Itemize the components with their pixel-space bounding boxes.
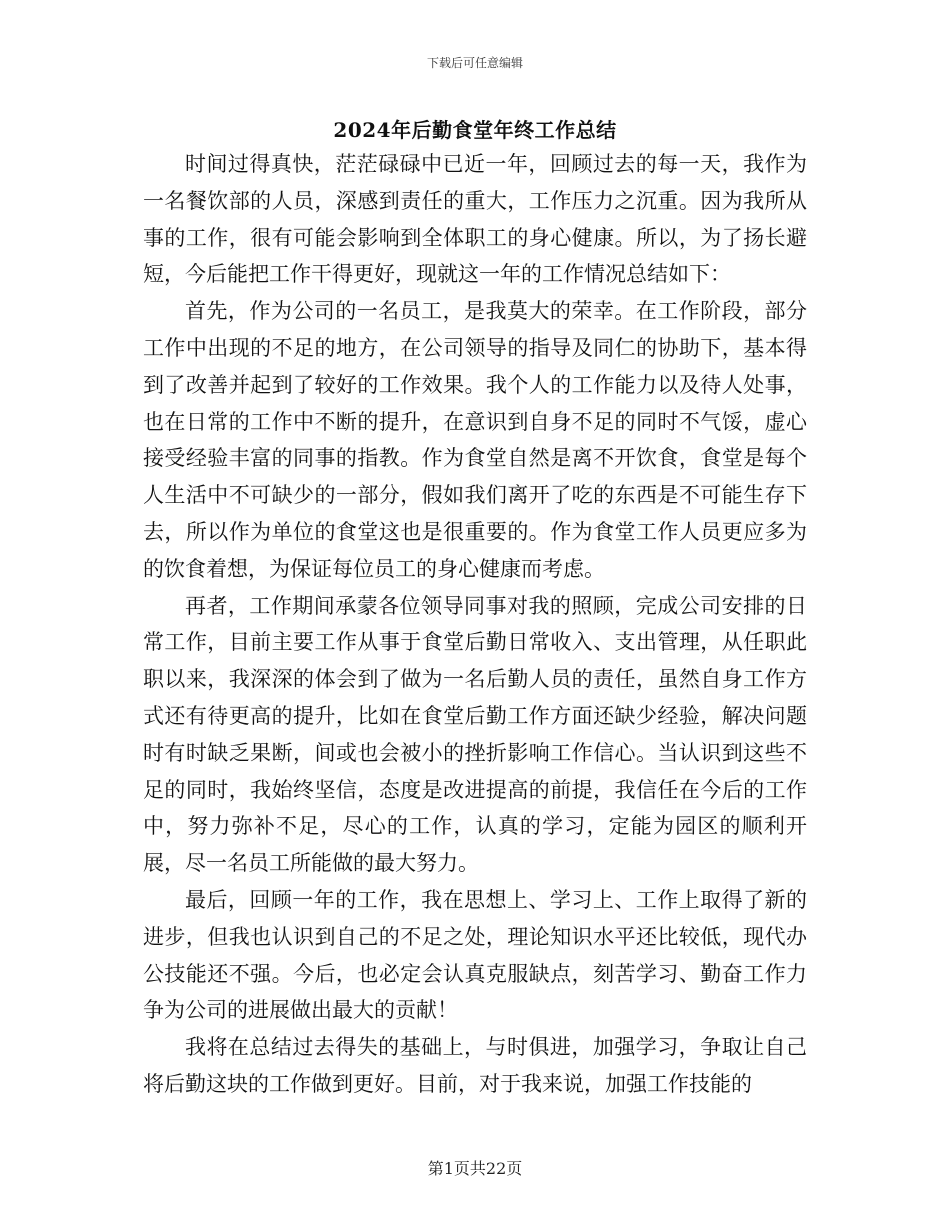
document-body	[143, 146, 807, 1103]
paragraph-first: 首先，作为公司的一名员工，是我莫大的荣幸。在工作阶段，部分工作中出现的不足的地方，在公司领导的指导及同仁的协助下，基本得到了改善并起到了较好的工作效果。我个人的工作能力以及待人处事，也在日常的工作中不断的提升，在意识到自身不足的同时不气馁，虚心接受经验丰富的同事的指教。作为食堂自然是离不开饮食，食堂是每个人生活中不可缺少的一部分，假如我们离开了吃的东西是不可能生存下去，所以作为单位的食堂这也是很重要的。作为食堂工作人员更应多为的饮食着想，为保证每位员工的身心健康而考虑。	[143, 299, 807, 581]
paragraph-last: 最后，回顾一年的工作，我在思想上、学习上、工作上取得了新的进步，但我也认识到自己的不足之处，理论知识水平还比较低，现代办公技能还不强。今后，也必定会认真克服缺点，刻苦学习、勤奋工作力争为公司的进展做出最大的贡献！	[143, 887, 807, 1023]
paragraph-intro: 时间过得真快，茫茫碌碌中已近一年，回顾过去的每一天，我作为一名餐饮部的人员，深感到责任的重大，工作压力之沉重。因为我所从事的工作，很有可能会影响到全体职工的身心健康。所以，为了扬长避短，今后能把工作干得更好，现就这一年的工作情况总结如下：	[143, 152, 807, 287]
paragraph-continuation: 我将在总结过去得失的基础上，与时俱进，加强学习，争取让自己将后勤这块的工作做到更好。目前，对于我来说，加强工作技能的	[143, 1035, 807, 1096]
document-title: 2024年后勤食堂年终工作总结	[333, 118, 617, 142]
header-note: 下载后可任意编辑	[426, 56, 523, 70]
page-number: 第1页共22页	[427, 1159, 523, 1178]
paragraph-second: 再者，工作期间承蒙各位领导同事对我的照顾，完成公司安排的日常工作，目前主要工作从事于食堂后勤日常收入、支出管理，从任职此职以来，我深深的体会到了做为一名后勤人员的责任，虽然自身工作方式还有待更高的提升，比如在食堂后勤工作方面还缺少经验，解决问题时有时缺乏果断，间或也会被小的挫折影响工作信心。当认识到这些不足的同时，我始终坚信，态度是改进提高的前提，我信任在今后的工作中，努力弥补不足，尽心的工作，认真的学习，定能为园区的顺利开展，尽一名员工所能做的最大努力。	[143, 593, 807, 876]
